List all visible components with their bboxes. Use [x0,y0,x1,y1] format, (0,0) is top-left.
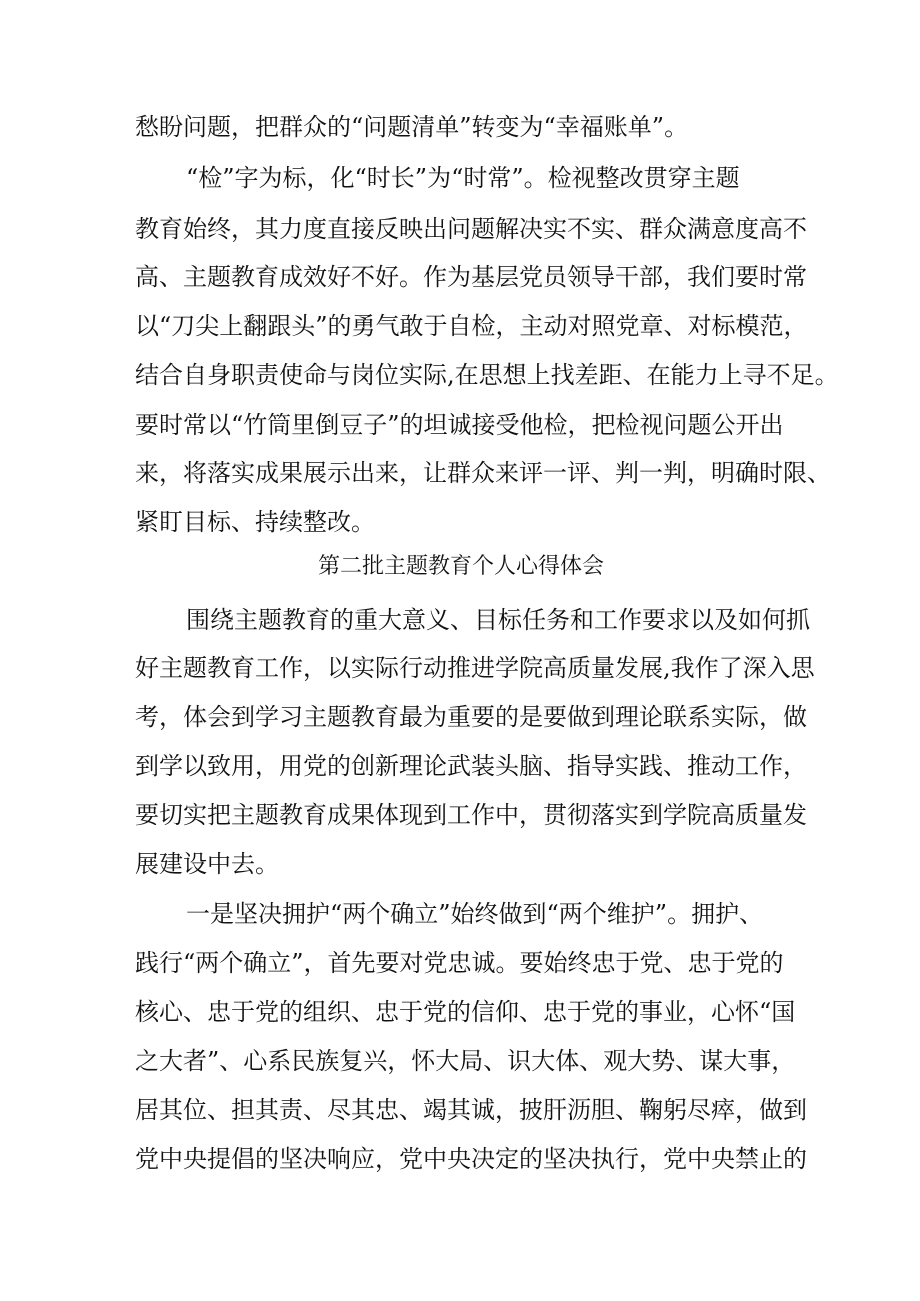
text-line: 紧盯目标、持续整改。 [135,508,375,536]
text-line: 愁盼问题，把群众的“问题清单”转变为“幸福账单”。 [135,113,689,141]
text-line: 以“刀尖上翻跟头”的勇气敢于自检，主动对照党章、对标模范， [135,312,808,340]
text-line: 来，将落实成果展示出来，让群众来评一评、判一判，明确时限、 [135,459,831,487]
text-line: 之大者”、心系民族复兴，怀大局、识大体、观大势、谋大事， [135,1047,796,1075]
text-line: 党中央提倡的坚决响应，党中央决定的坚决执行，党中央禁止的 [135,1145,807,1173]
text-line: 围绕主题教育的重大意义、目标任务和工作要求以及如何抓 [186,606,810,634]
text-line: 考，体会到学习主题教育最为重要的是要做到理论联系实际，做 [135,703,807,731]
text-line: 到学以致用，用党的创新理论武装头脑、指导实践、推动工作， [135,752,807,780]
text-line: 要时常以“竹筒里倒豆子”的坦诚接受他检，把检视问题公开出 [135,411,784,439]
text-line: 核心、忠于党的组织、忠于党的信仰、忠于党的事业，心怀“国 [135,998,796,1026]
text-line: 居其位、担其责、尽其忠、竭其诚，披肝沥胆、鞠躬尽瘁，做到 [135,1096,807,1124]
text-line: 好主题教育工作，以实际行动推进学院高质量发展,我作了深入思 [135,654,815,682]
text-line: 展建设中去。 [135,850,279,878]
text-line: 要切实把主题教育成果体现到工作中，贯彻落实到学院高质量发 [135,801,807,829]
text-line: 践行“两个确立”，首先要对党忠诚。要始终忠于党、忠于党的 [135,949,784,977]
text-line: “检”字为标，化“时长”为“时常”。检视整改贯穿主题 [186,164,740,192]
text-line: 一是坚决拥护“两个确立”始终做到“两个维护”。拥护、 [186,900,764,928]
section-heading: 第二批主题教育个人心得体会 [318,554,605,579]
text-line: 高、主题教育成效好不好。作为基层党员领导干部，我们要时常 [135,263,807,291]
text-line: 教育始终，其力度直接反映出问题解决实不实、群众满意度高不 [135,215,807,243]
text-line: 结合自身职责使命与岗位实际,在思想上找差距、在能力上寻不足。 [135,361,839,389]
